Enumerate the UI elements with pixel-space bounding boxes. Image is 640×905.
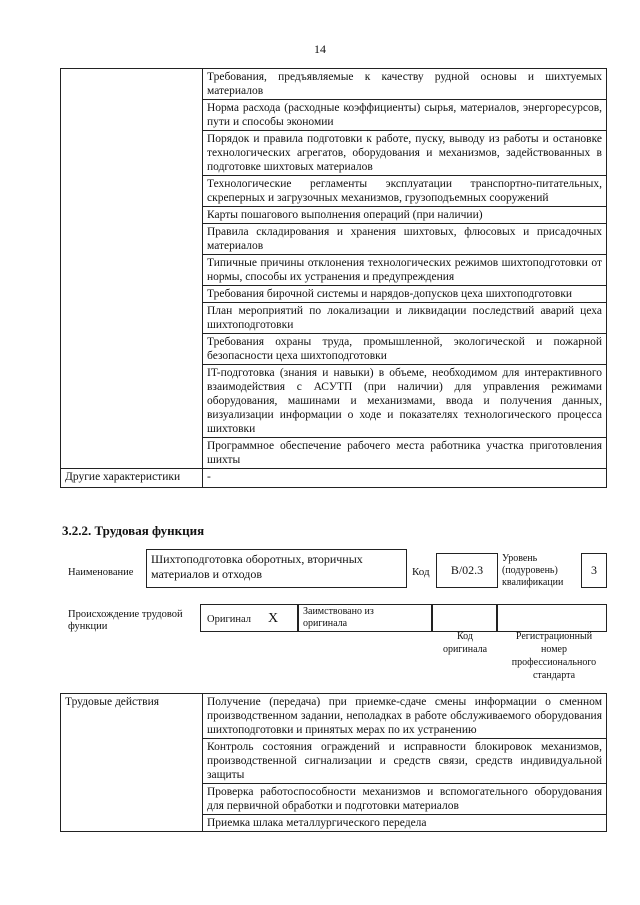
requirement-item: Программное обеспечение рабочего места работника участка приготовления шихты: [203, 438, 607, 469]
labour-action-item: Приемка шлака металлургического передела: [203, 815, 607, 832]
requirement-item: Типичные причины отклонения технологических режимов шихтоподготовки от нормы, способы их устранения и предупреждения: [203, 255, 607, 286]
requirement-item: Требования, предъявляемые к качеству рудной основы и шихтуемых материалов: [203, 69, 607, 100]
original-label: Оригинал: [207, 614, 251, 625]
code-original-box: [432, 604, 497, 632]
name-label: Наименование: [68, 567, 134, 578]
section-title: 3.2.2. Трудовая функция: [62, 523, 205, 538]
labour-action-item: Проверка работоспособности механизмов и вспомогательного оборудования для первичной обработки и подготовки материалов: [203, 784, 607, 815]
requirements-table: [60, 68, 607, 488]
requirement-item: Требования бирочной системы и нарядов-допусков цеха шихтоподготовки: [203, 286, 607, 303]
labour-actions-label: Трудовые действия: [61, 694, 203, 832]
requirement-item: План мероприятий по локализации и ликвидации последствий аварий цеха шихтоподготовки: [203, 303, 607, 334]
qualification-level: 3: [591, 563, 597, 577]
empty-label-cell: [61, 69, 203, 469]
borrowed-label: Заимствовано из оригинала: [303, 606, 374, 629]
table-row: [61, 469, 607, 488]
requirement-item: Порядок и правила подготовки к работе, пуску, выводу из работы и остановке технологических агрегатов, оборудования и механизмов, задействованных в подготовке шихтовых материалов: [203, 131, 607, 176]
requirement-item: Норма расхода (расходные коэффициенты) сырья, материалов, энергоресурсов, пути и способы экономии: [203, 100, 607, 131]
requirement-item: Технологические регламенты эксплуатации транспортно-питательных, скреперных и загрузочных механизмов, грузоподъемных сооружений: [203, 176, 607, 207]
labour-actions-table: [60, 693, 607, 832]
code-original-label: Код оригинала: [442, 631, 488, 655]
function-code: B/02.3: [450, 563, 484, 577]
table-row: [61, 694, 607, 739]
code-label: Код: [412, 566, 430, 578]
page-number: 14: [314, 42, 326, 56]
reg-number-label: Регистрационный номер профессионального стандарта: [511, 631, 597, 681]
table-row: [61, 69, 607, 100]
reg-number-box: [497, 604, 607, 632]
origin-label: Происхождение трудовой функции: [68, 609, 183, 632]
labour-action-item: Контроль состояния ограждений и исправности блокировок механизмов, производственной сигнализации и средств связи, средств индивидуальной защиты: [203, 739, 607, 784]
qualification-level-label: Уровень (подуровень) квалификации: [502, 553, 564, 588]
requirement-item: Карты пошагового выполнения операций (при наличии): [203, 207, 607, 224]
requirement-item: IT-подготовка (знания и навыки) в объеме, необходимом для интерактивного взаимодействия с АСУТП (при наличии) для управления режимами оборудования, машинами и механизмами, ввода и получения данных, визуализации информации о ходе и показателях технологического процесса шихтовки: [203, 365, 607, 438]
other-characteristics-value: -: [203, 469, 607, 488]
other-characteristics-label: Другие характеристики: [61, 469, 203, 488]
requirement-item: Правила складирования и хранения шихтовых, флюсовых и присадочных материалов: [203, 224, 607, 255]
labour-action-item: Получение (передача) при приемке-сдаче смены информации о сменном производственном задании, неполадках в работе обслуживаемого оборудования шихтоподготовки и принятых мерах по их устранению: [203, 694, 607, 739]
original-mark: X: [268, 611, 279, 626]
requirement-item: Требования охраны труда, промышленной, экологической и пожарной безопасности цеха шихтоподготовки: [203, 334, 607, 365]
function-name: Шихтоподготовка оборотных, вторичных материалов и отходов: [151, 552, 363, 581]
